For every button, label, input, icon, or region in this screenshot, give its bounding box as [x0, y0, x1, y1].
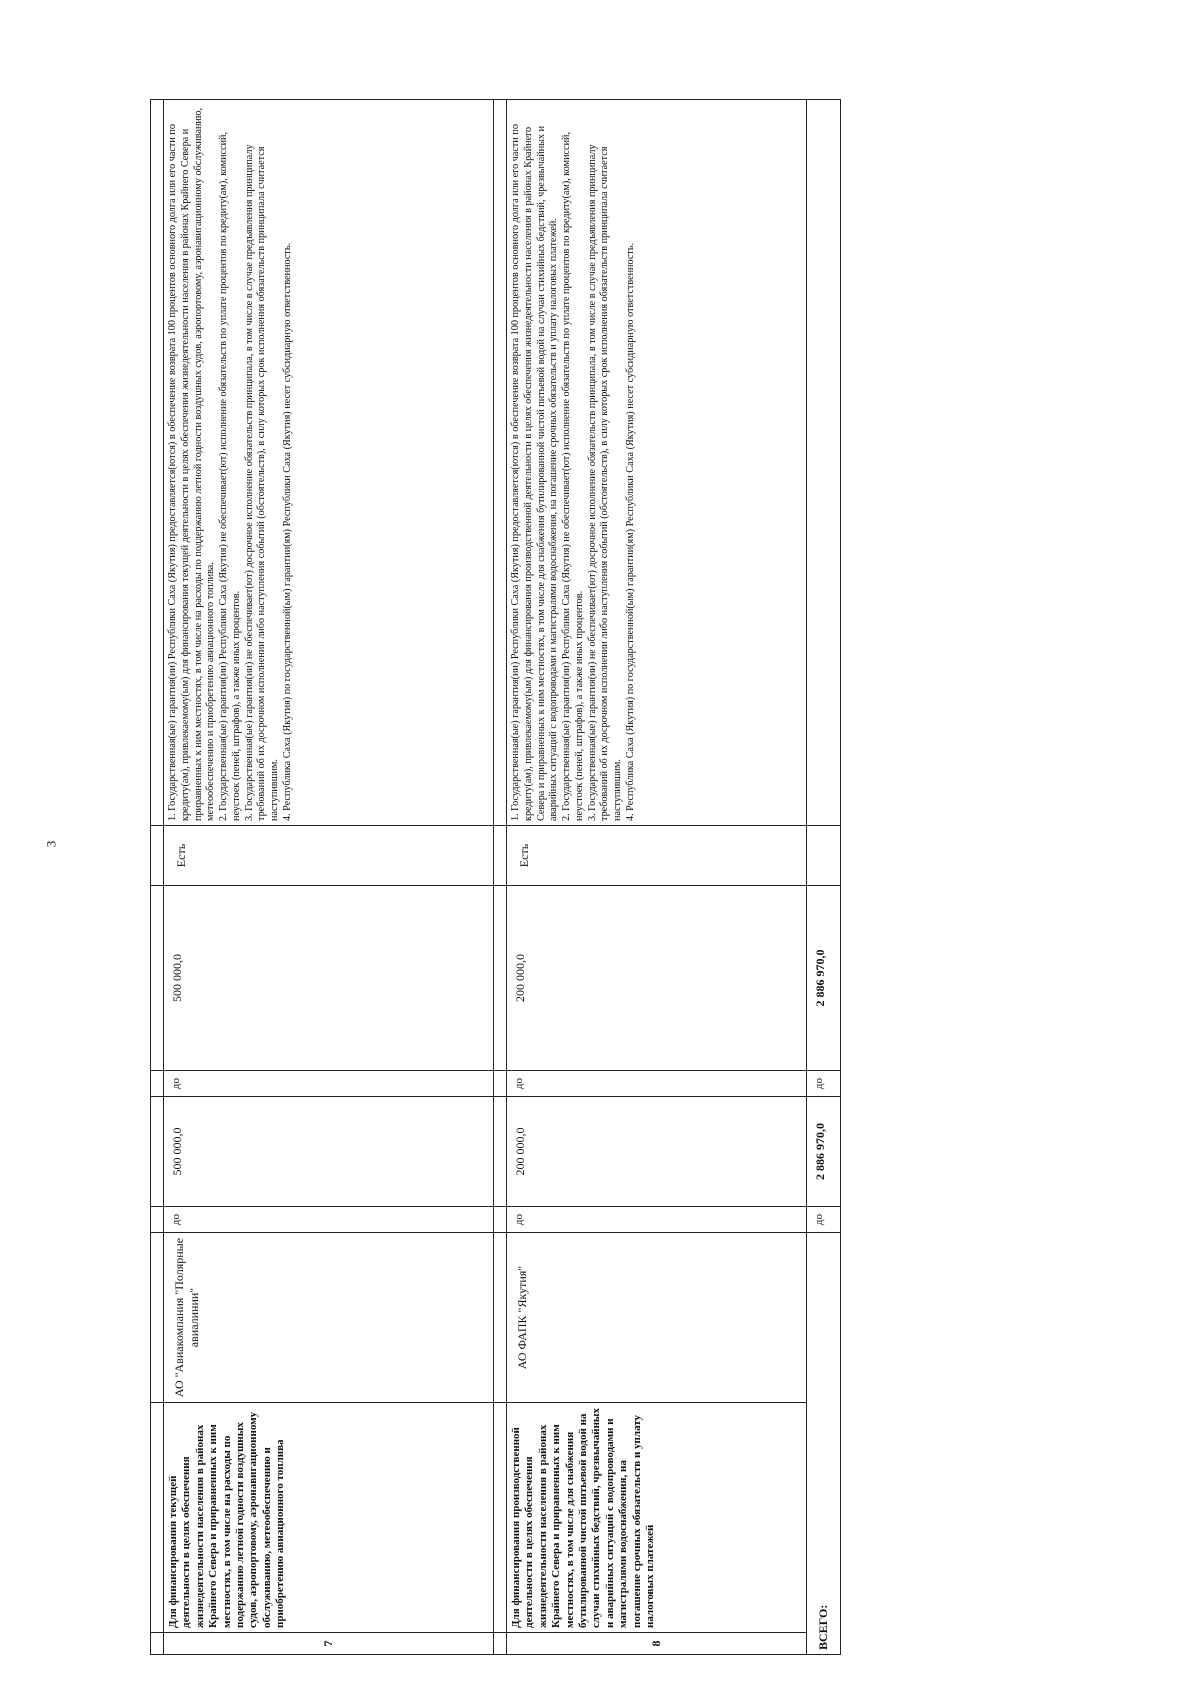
organization-cell: АО ФАПК "Якутия": [507, 1233, 807, 1403]
page-number: 3: [43, 840, 59, 848]
amount-cell: 200 000,0: [507, 886, 807, 1071]
row-number: 8: [507, 1633, 807, 1655]
terms-cell: [507, 100, 807, 826]
total-row: [807, 100, 841, 1655]
terms-paragraph: 4. Республика Саха (Якутия) по государственной(ым) гарантии(ям) Республики Саха (Якутия) несет субсидиарную ответственность.: [624, 242, 636, 821]
table-spacer-row: [494, 100, 507, 1655]
prefix-cell: до: [164, 1071, 494, 1097]
amount-cell: 500 000,0: [164, 1097, 494, 1207]
terms-paragraph: 1. Государственная(ые) гарантия(ии) Республики Саха (Якутия) предоставляется(ются) в обеспечение возврата 100 процентов основного долга или его части по кредиту(ам), привлекаемому(ым) для финансирования текущей деятельности в целях обеспечения жизнедеятельности населения в районах Крайнего Севера и приравненных к ним местностях, в том числе на расходы по поддержанию летной годности воздушных судов, аэропортовому, аэронавигационному обслуживанию, метеообеспечению и приобретению авиационного топлива.: [167, 107, 217, 821]
terms-paragraph: 1. Государственная(ые) гарантия(ии) Республики Саха (Якутия) предоставляется(ются) в обеспечение возврата 100 процентов основного долга или его части по кредиту(ам), привлекаемому(ым) для финансирования производственной деятельности в целях обеспечения жизнедеятельности населения в районах Крайнего Севера и приравненных к ним местностях, в том числе для снабжения бутилированной чистой питьевой водой на случаи стихийных бедствий, чрезвычайных и аварийных ситуаций с водопроводами и магистралями водоснабжения, на погашение срочных обязательств и уплату налоговых платежей.: [510, 124, 560, 821]
regress-cell: Есть: [164, 826, 494, 886]
regress-cell: Есть: [507, 826, 807, 886]
terms-paragraph: 2. Государственная(ые) гарантия(ии) Республики Саха (Якутия) не обеспечивает(ют) исполнение обязательств по уплате процентов по кредиту(ам), комиссий, неустоек (пеней, штрафов), а также иных процентов.: [218, 131, 242, 821]
total-prefix: до: [807, 1071, 841, 1097]
terms-paragraph: 2. Государственная(ые) гарантия(ии) Республики Саха (Якутия) не обеспечивает(ют) исполнение обязательств по уплате процентов по кредиту(ам), комиссий, неустоек (пеней, штрафов), а также иных процентов.: [561, 131, 585, 821]
prefix-cell: до: [507, 1207, 807, 1233]
organization-cell: АО "Авиакомпания "Полярные авиалинии": [164, 1233, 494, 1403]
total-amount: 2 886 970,0: [807, 1097, 841, 1207]
table-row: [164, 100, 494, 1655]
row-number: 7: [164, 1633, 494, 1655]
total-prefix: до: [807, 1207, 841, 1233]
terms-cell: [164, 100, 494, 826]
table-top-row: [151, 100, 164, 1655]
total-amount: 2 886 970,0: [807, 886, 841, 1071]
guarantees-table: [150, 99, 841, 1655]
table-row: [507, 100, 807, 1655]
amount-cell: 200 000,0: [507, 1097, 807, 1207]
purpose-cell: Для финансирования текущей деятельности в целях обеспечения жизнедеятельности населения в районах Крайнего Севера и приравненных к ним местностях, в том числе на расходы по подержанию летной годности воздушных судов, аэропортовому, аэронавигационному обслуживанию, метеообеспечению и приобретению авиационного топлива: [164, 1403, 494, 1633]
amount-cell: 500 000,0: [164, 886, 494, 1071]
terms-paragraph: 3. Государственная(ые) гарантия(ии) не обеспечивает(ют) досрочное исполнение обязательств принципала, в том числе в случае предъявления принципалу требований об их досрочном исполнении либо наступления событий (обстоятельств), в силу которых срок исполнения обязательств принципала считается наступившим.: [586, 144, 623, 821]
total-label: ВСЕГО:: [807, 1233, 841, 1655]
rotated-table-wrapper: [150, 100, 840, 1655]
purpose-cell: Для финансирования производственной деятельности в целях обеспечения жизнедеятельности населения в районах Крайнего Севера и приравненных к ним местностях, в том числе для снабжения бутилированной чистой питьевой водой на случаи стихийных бедствий, чрезвычайных и аварийных ситуаций с водопроводами и магистралями водоснабжения, на погашение срочных обязательств и уплату налоговых платежей: [507, 1403, 807, 1633]
prefix-cell: до: [507, 1071, 807, 1097]
terms-paragraph: 4. Республика Саха (Якутия) по государственной(ым) гарантии(ям) Республики Саха (Якутия) несет субсидиарную ответственность.: [281, 242, 293, 821]
prefix-cell: до: [164, 1207, 494, 1233]
terms-paragraph: 3. Государственная(ые) гарантия(ии) не обеспечивает(ют) досрочное исполнение обязательств принципала, в том числе в случае предъявления принципалу требований об их досрочном исполнении либо наступления событий (обстоятельств), в силу которых срок исполнения обязательств принципала считается наступившим.: [243, 144, 280, 821]
